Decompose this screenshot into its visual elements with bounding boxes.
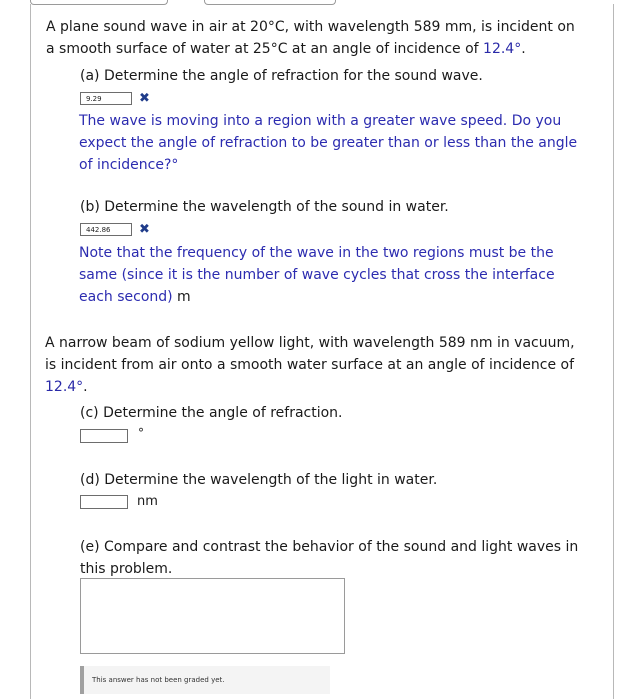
grading-status-text: This answer has not been graded yet. bbox=[92, 676, 225, 684]
problem2-line3 bbox=[45, 376, 88, 398]
part-e-question-line1: (e) Compare and contrast the behavior of the sound and light waves in bbox=[80, 539, 579, 555]
part-a-x-icon: ✖ bbox=[139, 91, 150, 106]
part-a-question: (a) Determine the angle of refraction for the sound wave. bbox=[80, 68, 483, 84]
grading-status-note bbox=[80, 666, 330, 694]
problem2-line2: is incident from air onto a smooth water surface at an angle of incidence of bbox=[45, 357, 575, 373]
part-b-hint-line3 bbox=[79, 286, 191, 308]
part-b-hint-line1: Note that the frequency of the wave in the two regions must be the bbox=[79, 245, 554, 261]
part-d-unit: nm bbox=[137, 494, 158, 509]
part-e-answer-textarea[interactable] bbox=[80, 578, 345, 654]
part-b-hint-text: each second) bbox=[79, 289, 173, 305]
part-a-hint-line2: expect the angle of refraction to be greater than or less than the angle bbox=[79, 135, 578, 151]
part-b-question: (b) Determine the wavelength of the sound in water. bbox=[80, 199, 449, 215]
problem2-incidence-angle: 12.4° bbox=[45, 379, 84, 395]
part-a-hint-line3: of incidence?° bbox=[79, 157, 179, 173]
problem1-intro-line1: A plane sound wave in air at 20°C, with wavelength 589 mm, is incident on bbox=[46, 19, 575, 35]
problem1-intro-end: . bbox=[521, 41, 526, 57]
part-a-hint-line1: The wave is moving into a region with a greater wave speed. Do you bbox=[79, 113, 562, 129]
problem1-intro-text: a smooth surface of water at 25°C at an angle of incidence of bbox=[46, 41, 484, 57]
problem1-intro-line2 bbox=[46, 38, 526, 60]
part-a-answer-input[interactable]: 9.29 bbox=[80, 92, 132, 105]
problem2-line1: A narrow beam of sodium yellow light, with wavelength 589 nm in vacuum, bbox=[45, 335, 575, 351]
problem1-incidence-angle: 12.4° bbox=[483, 41, 522, 57]
part-c-question: (c) Determine the angle of refraction. bbox=[80, 405, 343, 421]
problem2-end: . bbox=[83, 379, 88, 395]
part-e-question-line2: this problem. bbox=[80, 561, 173, 577]
part-b-hint-line2: same (since it is the number of wave cycles that cross the interface bbox=[79, 267, 555, 283]
part-d-question: (d) Determine the wavelength of the light in water. bbox=[80, 472, 438, 488]
part-b-x-icon: ✖ bbox=[139, 222, 150, 237]
part-c-unit: ° bbox=[138, 426, 144, 440]
part-b-unit: m bbox=[172, 289, 191, 305]
part-b-answer-input[interactable]: 442.86 bbox=[80, 223, 132, 236]
part-d-answer-input[interactable] bbox=[80, 495, 128, 509]
part-c-answer-input[interactable] bbox=[80, 429, 128, 443]
